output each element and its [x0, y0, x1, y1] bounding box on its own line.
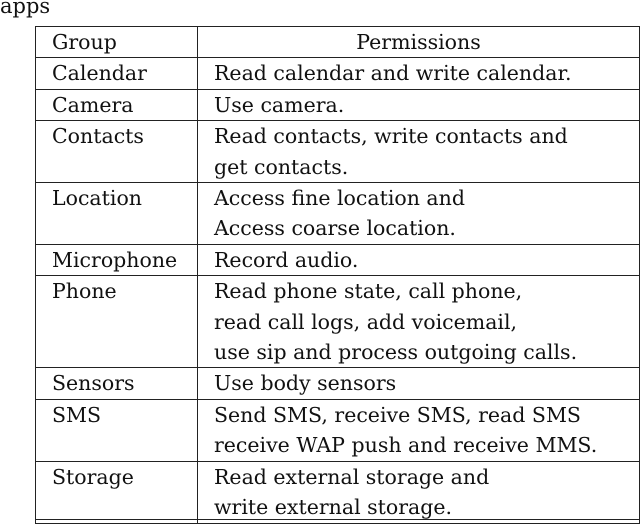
permission-line: Read external storage and: [214, 464, 490, 489]
permission-line: write external storage.: [214, 495, 453, 520]
table-row: [36, 368, 640, 399]
permission-line: Send SMS, receive SMS, read SMS: [214, 402, 581, 427]
permissions-table-container: [35, 26, 639, 524]
permissions-cell: [198, 244, 640, 275]
header-group: Group: [36, 27, 198, 58]
group-cell: Phone: [36, 276, 198, 368]
table-row: [36, 399, 640, 461]
permission-line: get contacts.: [214, 154, 349, 179]
permissions-table: [35, 26, 640, 524]
permission-line: Read phone state, call phone,: [214, 279, 523, 304]
header-permissions: Permissions: [198, 27, 640, 58]
permission-line: Use body sensors: [214, 371, 397, 396]
table-row: [36, 121, 640, 183]
bottom-double-rule: [35, 519, 639, 520]
table-row: [36, 276, 640, 368]
permissions-cell: [198, 58, 640, 89]
permissions-cell: [198, 461, 640, 523]
permissions-cell: [198, 399, 640, 461]
permission-line: Read calendar and write calendar.: [214, 61, 572, 86]
permissions-cell: [198, 183, 640, 245]
group-cell: Sensors: [36, 368, 198, 399]
table-row: [36, 461, 640, 523]
permission-line: Access coarse location.: [214, 216, 456, 241]
permission-line: Access fine location and: [214, 186, 465, 211]
permission-line: Read contacts, write contacts and: [214, 124, 568, 149]
group-cell: Contacts: [36, 121, 198, 183]
permissions-cell: [198, 89, 640, 120]
table-body: [36, 58, 640, 523]
group-cell: Camera: [36, 89, 198, 120]
table-row: [36, 58, 640, 89]
permission-line: read call logs, add voicemail,: [214, 309, 518, 334]
group-cell: Storage: [36, 461, 198, 523]
permissions-cell: [198, 276, 640, 368]
table-row: [36, 89, 640, 120]
group-cell: Calendar: [36, 58, 198, 89]
group-cell: Microphone: [36, 244, 198, 275]
permissions-cell: [198, 368, 640, 399]
permission-line: Use camera.: [214, 92, 345, 117]
permission-line: use sip and process outgoing calls.: [214, 340, 578, 365]
permission-line: receive WAP push and receive MMS.: [214, 433, 598, 458]
table-row: [36, 244, 640, 275]
caption-text-tail: apps: [0, 0, 51, 18]
group-cell: Location: [36, 183, 198, 245]
permissions-cell: [198, 121, 640, 183]
table-header-row: [36, 27, 640, 58]
permission-line: Record audio.: [214, 247, 359, 272]
group-cell: SMS: [36, 399, 198, 461]
table-row: [36, 183, 640, 245]
